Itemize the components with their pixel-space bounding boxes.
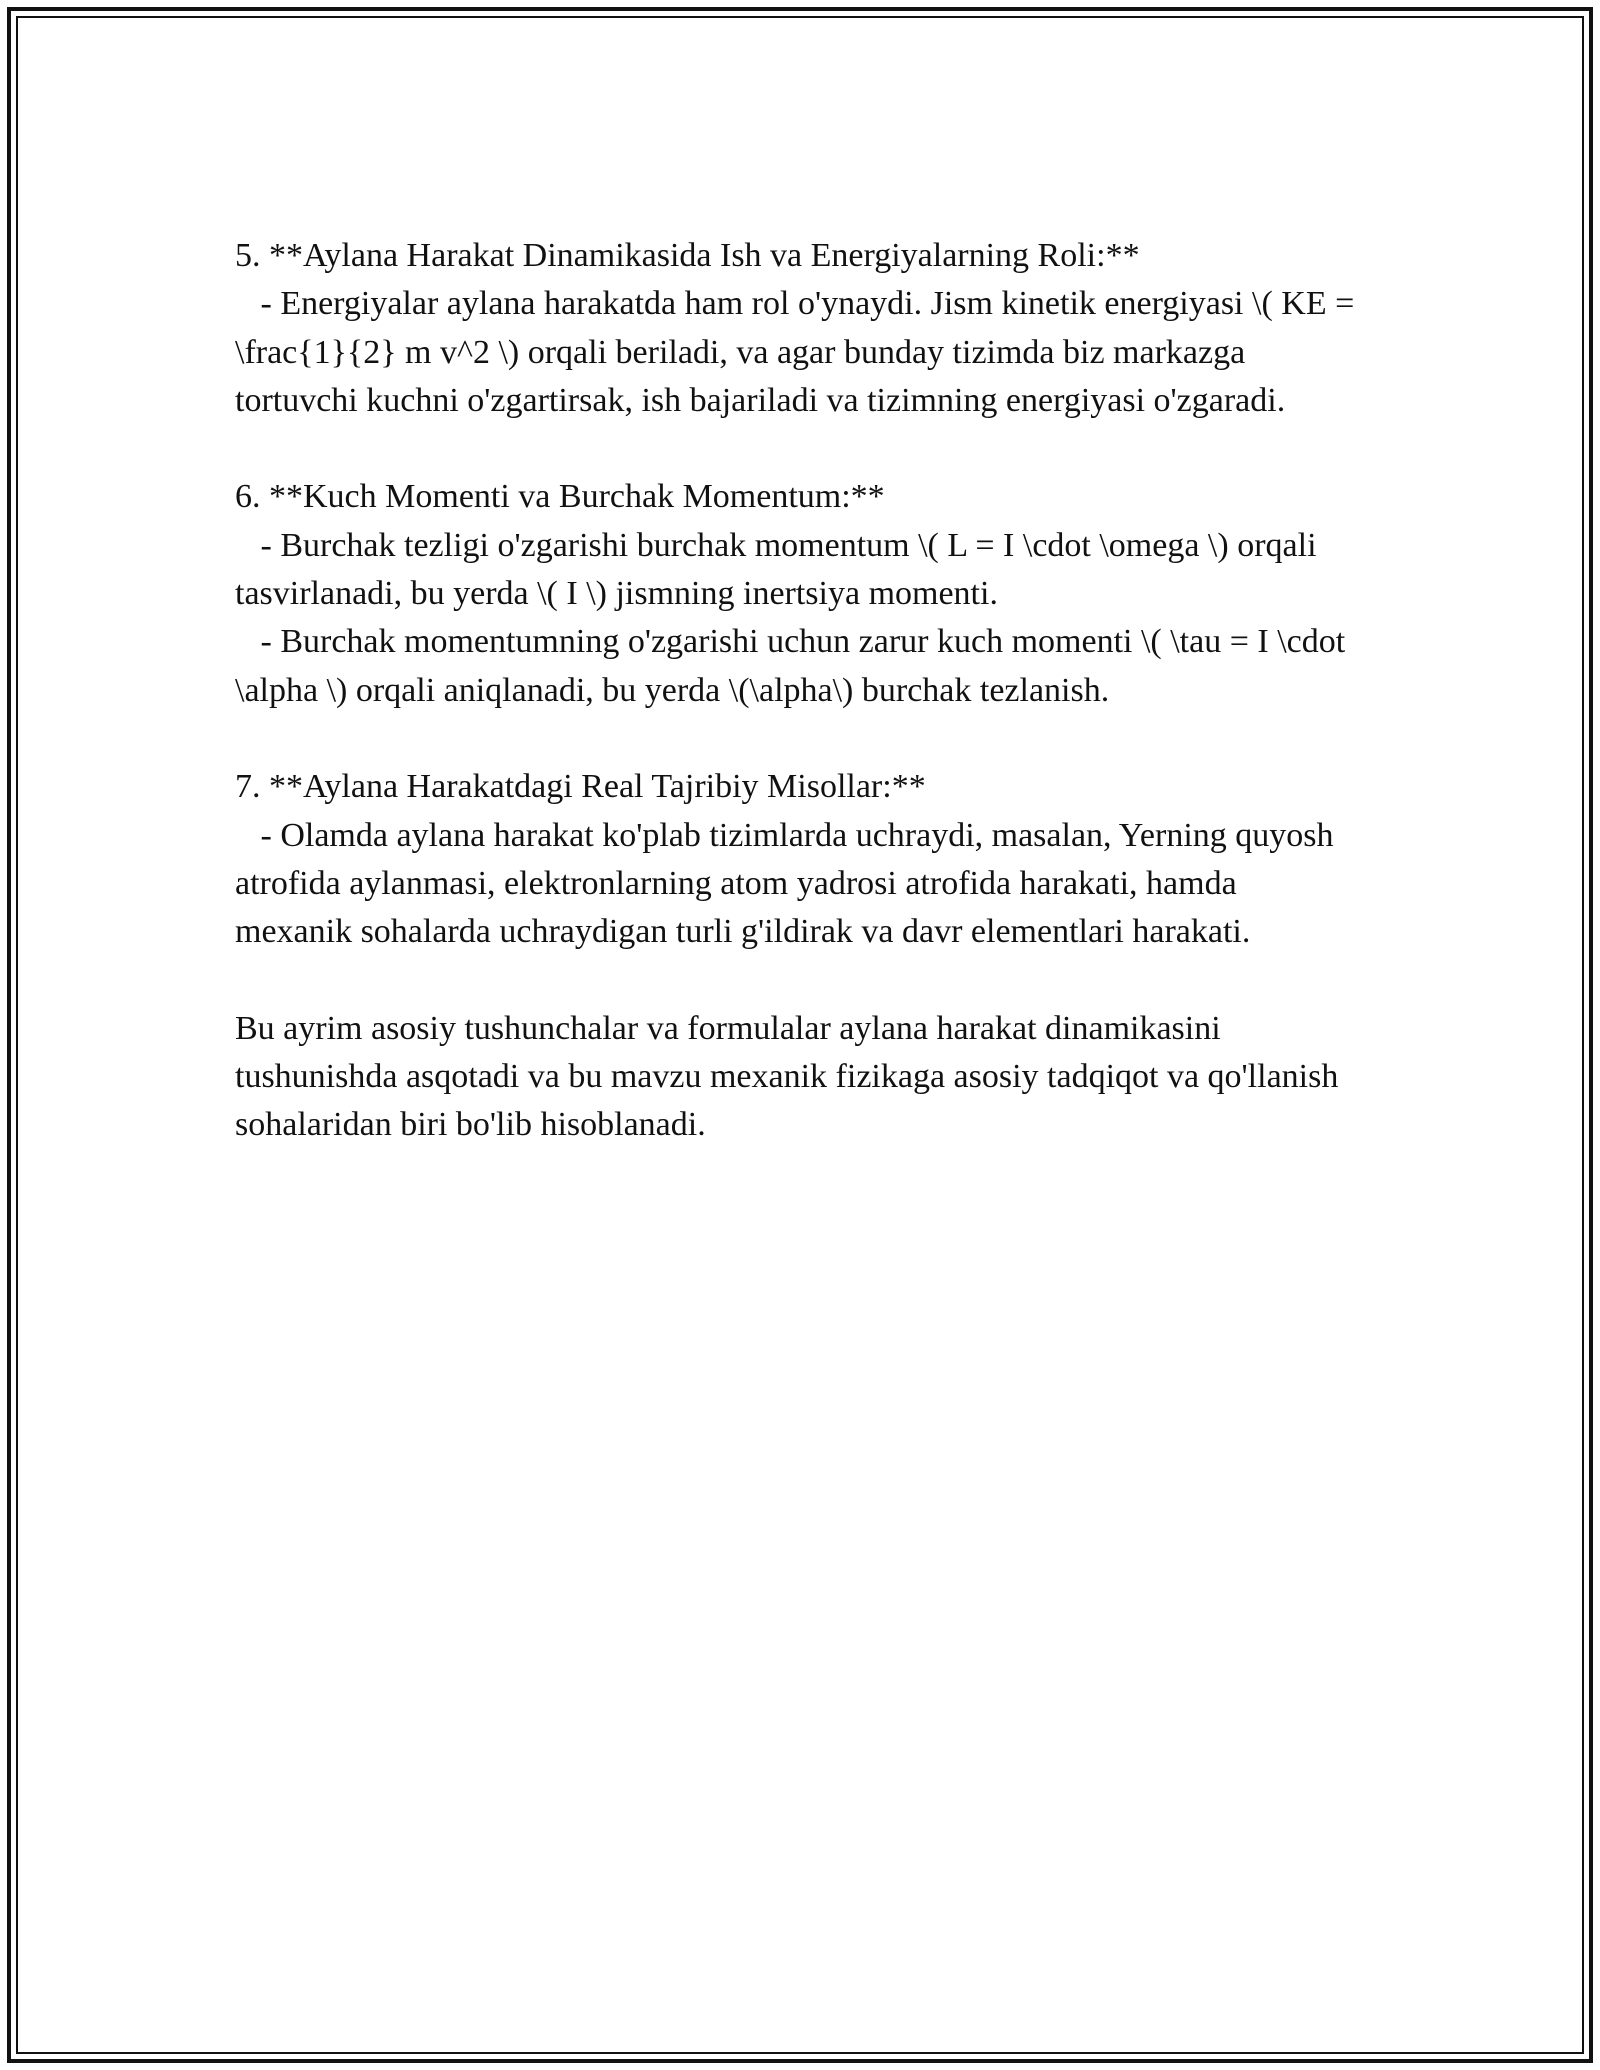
section-7-heading: 7. **Aylana Harakatdagi Real Tajribiy Misollar:**	[235, 768, 926, 806]
section-5-heading: 5. **Aylana Harakat Dinamikasida Ish va Energiyalarning Roli:**	[235, 237, 1140, 274]
section-6-bullet-1: - Burchak tezligi o'zgarishi burchak momentum \( L = I \cdot \omega \) orqali tasvirlanadi, bu yerda \( I \) jismning inertsiya momenti.	[235, 526, 1326, 613]
section-5-bullet-1: - Energiyalar aylana harakatda ham rol o'ynaydi. Jism kinetik energiyasi \( KE = \frac{1}{2} m v^2 \) orqali beriladi, va agar bunday tizimda biz markazga tortuvchi kuchni o'zgartirsak, ish bajariladi va tizimning energiyasi o'zgaradi.	[235, 285, 1363, 419]
section-7-bullet-1: - Olamda aylana harakat ko'plab tizimlarda uchraydi, masalan, Yerning quyosh atrofida aylanmasi, elektronlarning atom yadrosi atrofida harakati, hamda mexanik sohalarda uchraydigan turli g'ildirak va davr elementlari harakati.	[235, 816, 1343, 951]
paragraph-spacer	[235, 425, 1360, 473]
section-6-bullet-2: - Burchak momentumning o'zgarishi uchun zarur kuch momenti \( \tau = I \cdot \alpha \) orqali aniqlanadi, bu yerda \(\alpha\) burchak tezlanish.	[235, 623, 1354, 709]
paragraph-spacer	[235, 715, 1360, 763]
section-6-heading: 6. **Kuch Momenti va Burchak Momentum:**	[235, 478, 885, 516]
document-body	[235, 232, 1363, 1150]
paragraph-spacer	[235, 956, 1360, 1004]
conclusion-paragraph: Bu ayrim asosiy tushunchalar va formulalar aylana harakat dinamikasini tushunishda asqotadi va bu mavzu mexanik fizikaga asosiy tadqiqot va qo'llanish sohalaridan biri bo'lib hisoblanadi.	[235, 1009, 1347, 1144]
